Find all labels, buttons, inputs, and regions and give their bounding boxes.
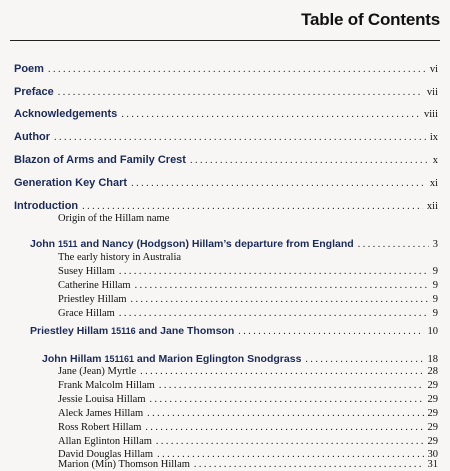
toc-subentry[interactable] bbox=[58, 436, 438, 447]
dot-leader bbox=[131, 294, 429, 305]
toc-page-number: ix bbox=[429, 132, 438, 143]
toc-page-number: 9 bbox=[432, 280, 438, 291]
toc-section-label bbox=[30, 325, 234, 337]
toc-subentry[interactable] bbox=[58, 308, 438, 319]
dot-leader bbox=[140, 366, 423, 377]
section-name: John bbox=[30, 238, 58, 250]
toc-page-number: 29 bbox=[427, 394, 438, 405]
toc-subentry-label: Catherine Hillam bbox=[58, 280, 131, 291]
toc-section-label bbox=[30, 238, 354, 250]
toc-entry-label: Generation Key Chart bbox=[14, 177, 128, 189]
toc-subentry-label: Susey Hillam bbox=[58, 266, 115, 277]
toc-subentry-label: Allan Eglinton Hillam bbox=[58, 436, 152, 447]
dot-leader bbox=[150, 394, 424, 405]
section-name-rest: and Jane Thomson bbox=[135, 325, 235, 337]
toc-page-number: 9 bbox=[432, 308, 438, 319]
dot-leader bbox=[190, 155, 429, 166]
toc-subentry[interactable] bbox=[58, 294, 438, 305]
dot-leader bbox=[305, 354, 423, 365]
toc-entry-blazon[interactable] bbox=[14, 154, 438, 166]
toc-entry-label: Poem bbox=[14, 63, 44, 75]
dot-leader bbox=[54, 132, 426, 143]
dot-leader bbox=[238, 326, 423, 337]
toc-subentry[interactable] bbox=[58, 408, 438, 419]
toc-page-number: xii bbox=[426, 201, 438, 212]
dot-leader bbox=[119, 266, 429, 277]
toc-page-number: x bbox=[432, 155, 438, 166]
toc-page-number: 31 bbox=[427, 459, 438, 470]
dot-leader bbox=[156, 436, 424, 447]
section-subtitle: The early history in Australia bbox=[58, 252, 182, 263]
toc-subentry[interactable] bbox=[58, 394, 438, 405]
toc-subentry[interactable] bbox=[58, 380, 438, 391]
toc-subentry-label: David Douglas Hillam bbox=[58, 449, 154, 460]
toc-subentry-label: Ross Robert Hillam bbox=[58, 422, 142, 433]
toc-subentry-label: Priestley Hillam bbox=[58, 294, 127, 305]
toc-entry-label: Blazon of Arms and Family Crest bbox=[14, 154, 186, 166]
toc-subentry-label: Marion (Min) Thomson Hillam bbox=[58, 459, 190, 470]
toc-subentry-label: Jessie Louisa Hillam bbox=[58, 394, 146, 405]
section-name-rest: and Marion Eglington Snodgrass bbox=[133, 353, 302, 365]
toc-page-number: 10 bbox=[427, 326, 438, 337]
toc-subentry[interactable] bbox=[58, 422, 438, 433]
dot-leader bbox=[48, 64, 426, 75]
toc-entry-label: Acknowledgements bbox=[14, 108, 118, 120]
toc-page-number: 29 bbox=[427, 422, 438, 433]
toc-page-number: xi bbox=[429, 178, 438, 189]
toc-page-number: vii bbox=[426, 87, 438, 98]
section-name: Priestley Hillam bbox=[30, 325, 112, 337]
toc-subentry[interactable] bbox=[58, 459, 438, 470]
toc-section-john-1511[interactable] bbox=[30, 238, 438, 250]
toc-subentry-label: Jane (Jean) Myrtle bbox=[58, 366, 137, 377]
dot-leader bbox=[119, 308, 429, 319]
page-title: Table of Contents bbox=[301, 10, 440, 29]
dot-leader bbox=[121, 109, 420, 120]
toc-page-number: 3 bbox=[432, 239, 438, 250]
dot-leader bbox=[147, 408, 423, 419]
title-rule bbox=[10, 40, 440, 41]
toc-section-label bbox=[42, 353, 301, 365]
toc-page-number: 29 bbox=[427, 380, 438, 391]
toc-page-number: 30 bbox=[427, 449, 438, 460]
introduction-subtitle: Origin of the Hillam name bbox=[58, 213, 170, 224]
toc-page-number: 28 bbox=[427, 366, 438, 377]
toc-section-john-hillam-151161[interactable] bbox=[42, 353, 438, 365]
dot-leader bbox=[58, 87, 423, 98]
dot-leader bbox=[82, 201, 423, 212]
toc-entry-author[interactable] bbox=[14, 131, 438, 143]
toc-subentry[interactable] bbox=[58, 280, 438, 291]
toc-subentry[interactable] bbox=[58, 266, 438, 277]
dot-leader bbox=[194, 459, 424, 470]
toc-entry-label: Author bbox=[14, 131, 51, 143]
toc-page-number: 9 bbox=[432, 266, 438, 277]
toc-entry-poem[interactable] bbox=[14, 63, 438, 75]
dot-leader bbox=[131, 178, 426, 189]
generation-code: 15116 bbox=[111, 326, 136, 336]
toc-entry-generation-key-chart[interactable] bbox=[14, 177, 438, 189]
dot-leader bbox=[145, 422, 423, 433]
toc-entry-acknowledgements[interactable] bbox=[14, 108, 438, 120]
toc-page-number: 9 bbox=[432, 294, 438, 305]
dot-leader bbox=[135, 280, 429, 291]
toc-subentry-label: Aleck James Hillam bbox=[58, 408, 144, 419]
toc-subentry-label: Frank Malcolm Hillam bbox=[58, 380, 155, 391]
toc-entry-label: Preface bbox=[14, 86, 54, 98]
dot-leader bbox=[159, 380, 424, 391]
toc-entry-preface[interactable] bbox=[14, 86, 438, 98]
toc-subentry[interactable] bbox=[58, 366, 438, 377]
toc-page-number: viii bbox=[423, 109, 438, 120]
toc-page-number: 29 bbox=[427, 408, 438, 419]
toc-entry-label: Introduction bbox=[14, 200, 79, 212]
toc-page-number: vi bbox=[429, 64, 438, 75]
toc-page-number: 18 bbox=[427, 354, 438, 365]
dot-leader bbox=[358, 239, 429, 250]
toc-entry-introduction[interactable] bbox=[14, 200, 438, 212]
toc-subentry-label: Grace Hillam bbox=[58, 308, 115, 319]
generation-code: 151161 bbox=[104, 354, 134, 364]
generation-code: 1511 bbox=[58, 239, 78, 249]
toc-section-priestley-hillam[interactable] bbox=[30, 325, 438, 337]
section-name: John Hillam bbox=[42, 353, 105, 365]
section-name-rest: and Nancy (Hodgson) Hillam’s departure from England bbox=[77, 238, 354, 250]
toc-page-number: 29 bbox=[427, 436, 438, 447]
